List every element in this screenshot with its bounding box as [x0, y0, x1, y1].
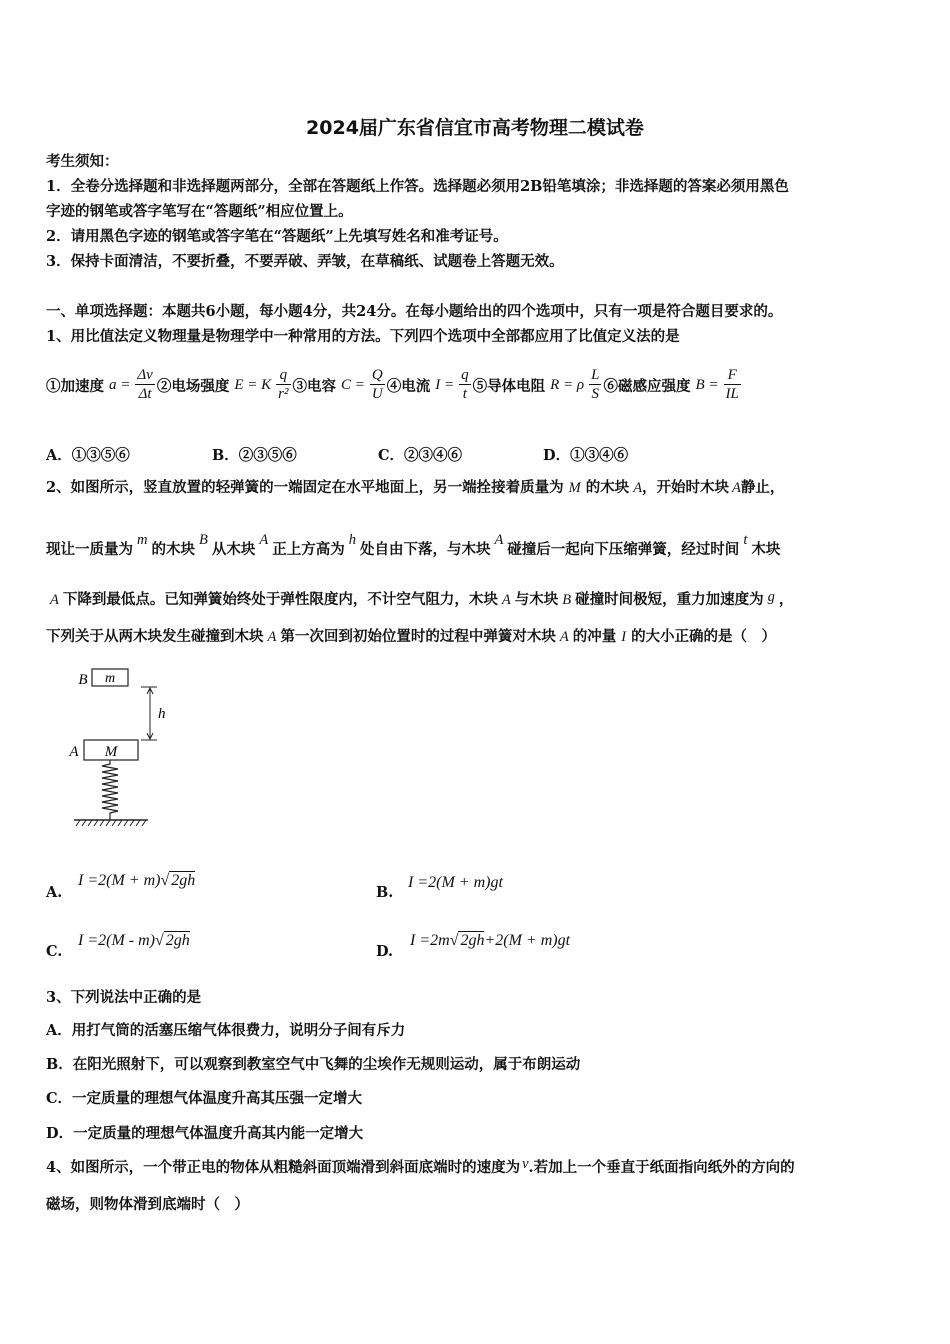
q1-option-b: B．②③⑤⑥: [212, 447, 297, 464]
q2-option-b-expr: I =2(M + m)gt: [408, 874, 503, 891]
question-2-line: A 下降到最低点。已知弹簧始终处于弹性限度内，不计空气阻力，木块 A 与木块 B 碰撞时间极短，重力加速度为 g ，: [50, 589, 794, 608]
notice-item: 2．请用黑色字迹的钢笔或答字笔在“答题纸”上先填写姓名和准考证号。: [46, 228, 508, 245]
q1-option-c: C．②③④⑥: [378, 447, 463, 464]
q2-option-a-key: A.: [46, 884, 63, 901]
formula-lhs: B =: [695, 376, 719, 393]
formula-label: ⑥磁感应强度: [603, 377, 691, 395]
fraction: $\frac{Q}{U}$: [371, 367, 383, 402]
question-2-line: 下列关于从两木块发生碰撞到木块 A 第一次回到初始位置时的过程中弹簧对木块 A 的冲量 I 的大小正确的是（ ）: [46, 628, 777, 645]
formula-lhs: E = K: [234, 376, 272, 393]
svg-text:h: h: [158, 706, 166, 722]
q1-option-d: D．①③④⑥: [543, 447, 629, 464]
q3-option-a: A．用打气筒的活塞压缩气体很费力，说明分子间有斥力: [46, 1022, 406, 1039]
q2-option-d-expr: I =2m√ 2gh+2(M + m)gt: [410, 932, 571, 949]
ground: [74, 820, 148, 826]
block-a: [68, 740, 138, 760]
formula-lhs: R = ρ: [550, 376, 585, 393]
q2-option-b-key: B.: [376, 884, 394, 901]
notice-item: 1．全卷分选择题和非选择题两部分，全部在答题纸上作答。选择题必须用2B铅笔填涂；非选择题的答案必须用黑色: [46, 178, 789, 195]
notice-item: 字迹的钢笔或答字笔写在“答题纸”相应位置上。: [46, 203, 353, 220]
q2-option-c-expr: I =2(M - m)√ 2gh: [78, 932, 190, 949]
q3-option-c: C．一定质量的理想气体温度升高其压强一定增大: [46, 1090, 363, 1107]
fraction: $\frac{\Delta v}{\Delta t}$: [137, 367, 153, 402]
q2-option-d-key: D.: [376, 943, 394, 960]
question-2-line: 现让一质量为m的木块B从木块A正上方高为h处自由下落，与木块A碰撞后一起向下压缩弹簧，经过时间t木块: [46, 532, 781, 558]
spring: [102, 760, 118, 820]
formula-label: ③电容: [292, 377, 336, 395]
formula-lhs: a =: [109, 376, 131, 393]
spring-block-figure: [62, 660, 172, 832]
q2-option-c-key: C.: [46, 943, 63, 960]
q2-option-a-expr: I =2(M + m)√ 2gh: [78, 872, 196, 889]
fraction: $\frac{q}{t}$: [461, 367, 469, 402]
svg-text:B: B: [78, 672, 88, 688]
q3-option-d: D．一定质量的理想气体温度升高其内能一定增大: [46, 1125, 364, 1142]
block-b: [78, 669, 128, 688]
svg-text:m: m: [104, 671, 116, 686]
question-3-stem: 3、下列说法中正确的是: [46, 989, 202, 1006]
fraction: $\frac{q}{\text{r²}}$: [278, 367, 289, 402]
formula-label: ④电流: [386, 377, 431, 395]
formula-lhs: C =: [341, 376, 365, 393]
question-1-formulas: [46, 360, 743, 410]
q1-option-a: A．①③⑤⑥: [46, 447, 130, 464]
formula-label: ⑤导体电阻: [472, 377, 546, 395]
notice-heading: 考生须知：: [46, 153, 119, 170]
svg-text:M: M: [104, 744, 118, 760]
formula-lhs: I =: [435, 376, 455, 393]
question-4-line: 磁场，则物体滑到底端时（ ）: [46, 1196, 249, 1213]
fraction: $\frac{L}{S}$: [591, 367, 600, 402]
height-arrow: [141, 687, 166, 740]
question-1-stem: 1、用比值法定义物理量是物理学中一种常用的方法。下列四个选项中全部都应用了比值定义法的是: [46, 328, 680, 345]
page-title: 2024届广东省信宜市高考物理二模试卷: [306, 117, 644, 139]
question-2-line: 2、如图所示，竖直放置的轻弹簧的一端固定在水平地面上，另一端拴接着质量为 M 的木块 A，开始时木块 A静止，: [46, 479, 785, 496]
fraction: $\frac{F}{IL}$: [725, 367, 739, 402]
question-4-line: 4、如图所示，一个带正电的物体从粗糙斜面顶端滑到斜面底端时的速度为 v.若加上一个垂直于纸面指向纸外的方向的: [46, 1156, 795, 1176]
formula-label: ②电场强度: [156, 377, 230, 395]
svg-text:A: A: [69, 744, 79, 760]
formula-label: ①加速度: [46, 377, 104, 395]
q3-option-b: B．在阳光照射下，可以观察到教室空气中飞舞的尘埃作无规则运动，属于布朗运动: [46, 1056, 581, 1073]
section-heading: 一、单项选择题：本题共6小题，每小题4分，共24分。在每小题给出的四个选项中，只有一项是符合题目要求的。: [46, 303, 783, 320]
notice-item: 3．保持卡面清洁，不要折叠，不要弄破、弄皱，在草稿纸、试题卷上答题无效。: [46, 253, 564, 270]
